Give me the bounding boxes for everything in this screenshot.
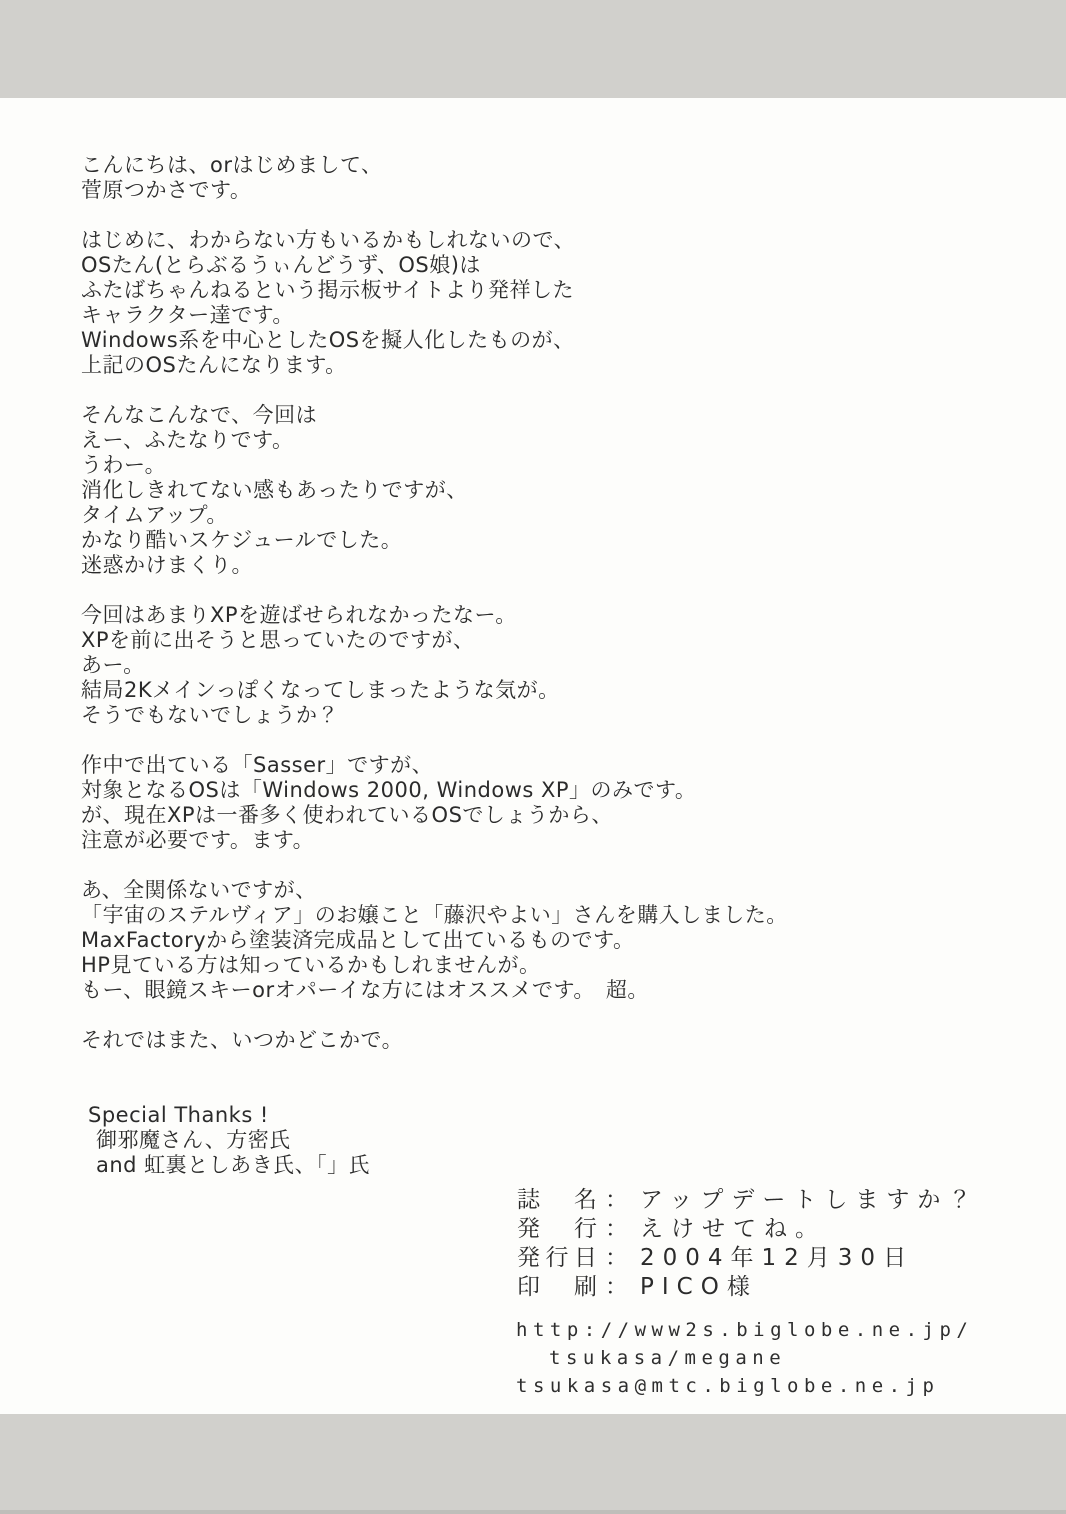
text-line: HP見ている方は知っているかもしれませんが。 (81, 953, 541, 977)
text-line: 消化しきれてない感もあったりですが、 (81, 478, 468, 502)
colophon-row (517, 1215, 979, 1244)
text-line: あ、全関係ないですが、 (81, 878, 317, 902)
paragraph (81, 603, 941, 728)
text-line: タイムアップ。 (81, 503, 228, 527)
text-line: OSたん(とらぶるうぃんどうず、OS娘)は (81, 253, 481, 277)
scan-bottom-edge (0, 1510, 1066, 1514)
paragraph (81, 403, 941, 578)
colophon-label: 誌名 (517, 1187, 597, 1213)
text-line: 対象となるOSは「Windows 2000, Windows XP」のみです。 (81, 778, 697, 802)
text-line: もー、眼鏡スキーorオパーイな方にはオススメです。 超。 (81, 978, 649, 1002)
colophon-value: PICO様 (640, 1274, 758, 1300)
colophon-label: 発行日 (517, 1245, 597, 1271)
text-line: こんにちは、orはじめまして、 (81, 153, 383, 177)
colophon (517, 1186, 979, 1302)
text-line: そうでもないでしょうか？ (81, 703, 339, 727)
text-line: MaxFactoryから塗装済完成品として出ているものです。 (81, 928, 635, 952)
colophon-row (517, 1273, 979, 1302)
contact-links (516, 1316, 973, 1400)
contact-line: tsukasa/megane (549, 1347, 787, 1369)
colophon-colon: ： (605, 1245, 628, 1271)
text-line: はじめに、わからない方もいるかもしれないので、 (81, 228, 576, 252)
paragraph (81, 153, 941, 203)
contact-line: http://www2s.biglobe.ne.jp/ (516, 1319, 974, 1341)
special-thanks (81, 1103, 941, 1178)
colophon-value: えけせてね。 (640, 1216, 826, 1242)
colophon-value: 2004年12月30日 (640, 1245, 915, 1271)
text-line: うわー。 (81, 453, 167, 477)
text-line: Windows系を中心としたOSを擬人化したものが、 (81, 328, 575, 352)
text-line: 今回はあまりXPを遊ばせられなかったなー。 (81, 603, 517, 627)
text-line: えー、ふたなりです。 (81, 428, 294, 452)
colophon-label: 印刷 (517, 1274, 597, 1300)
colophon-label: 発行 (517, 1216, 597, 1242)
text-line: 菅原つかさです。 (81, 178, 252, 202)
text-line: 注意が必要です。ます。 (81, 828, 315, 852)
text-line: それではまた、いつかどこかで。 (81, 1028, 404, 1052)
colophon-colon: ： (605, 1216, 628, 1242)
text-line: 迷惑かけまくり。 (81, 553, 253, 577)
text-line: が、現在XPは一番多く使われているOSでしょうから、 (81, 803, 613, 827)
text-line: 結局2Kメインっぽくなってしまったような気が。 (81, 678, 560, 702)
colophon-value: アップデートしますか？ (640, 1187, 980, 1213)
text-line: ふたばちゃんねるという掲示板サイトより発祥した (81, 278, 575, 302)
colophon-colon: ： (605, 1187, 628, 1213)
colophon-row (517, 1186, 979, 1215)
paragraph (81, 228, 941, 378)
paragraph (81, 878, 941, 1003)
text-line: あー。 (81, 653, 145, 677)
paragraph (81, 753, 941, 853)
special-thanks-line: 御邪魔さん、方密氏 (96, 1128, 291, 1152)
special-thanks-title: Special Thanks ! (88, 1103, 269, 1127)
text-line: XPを前に出そうと思っていたのですが、 (81, 628, 475, 652)
paragraph (81, 1028, 941, 1053)
text-line: キャラクター達です。 (81, 303, 294, 327)
text-line: かなり酷いスケジュールでした。 (81, 528, 403, 552)
contact-line: tsukasa@mtc.biglobe.ne.jp (516, 1375, 940, 1397)
text-line: 「宇宙のステルヴィア」のお嬢こと「藤沢やよい」さんを購入しました。 (81, 903, 788, 927)
text-line: 上記のOSたんになります。 (81, 353, 347, 377)
special-thanks-line: and 虹裏としあき氏、「」氏 (96, 1153, 371, 1177)
colophon-row (517, 1244, 979, 1273)
text-line: そんなこんなで、今回は (81, 403, 318, 427)
special-thanks-lines (81, 1128, 941, 1178)
body-text (81, 153, 941, 1178)
text-line: 作中で出ている「Sasser」ですが、 (81, 753, 434, 777)
colophon-colon: ： (605, 1274, 628, 1300)
